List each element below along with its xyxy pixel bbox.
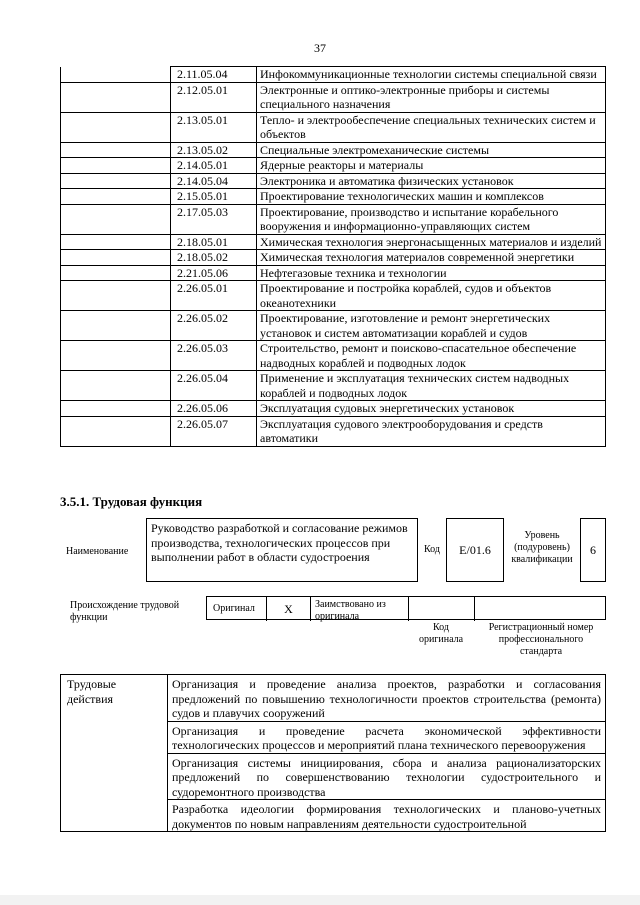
specialty-name: Применение и эксплуатация технических систем надводных кораблей и подводных лодок	[257, 371, 606, 401]
specialty-code: 2.11.05.04	[171, 67, 257, 83]
origin-row	[206, 596, 606, 620]
table-row	[61, 189, 606, 205]
specialty-name: Проектирование, производство и испытание корабельного вооружения и информационно-управляющих систем	[257, 204, 606, 234]
labor-actions-table-body	[61, 675, 606, 832]
registration-number-caption: Регистрационный номер профессионального стандарта	[488, 622, 594, 657]
specialties-table	[60, 66, 606, 447]
specialty-name: Эксплуатация судового электрооборудования и средств автоматики	[257, 416, 606, 446]
specialty-name: Строительство, ремонт и поисково-спасательное обеспечение надводных кораблей и подводных лодок	[257, 341, 606, 371]
labor-action-item: Организация и проведение анализа проектов, разработки и согласования предложений по повышению технологичности проектов строительства (ремонта) судов и плавучих сооружений	[168, 675, 606, 722]
table-row	[61, 675, 606, 722]
blank-cell	[61, 265, 171, 281]
qualification-level-label: Уровень (подуровень) квалификации	[511, 530, 573, 565]
borrowed-label: Заимствовано из оригинала	[311, 597, 409, 621]
specialty-code: 2.21.05.06	[171, 265, 257, 281]
blank-cell	[61, 173, 171, 189]
blank-cell	[61, 311, 171, 341]
specialty-code: 2.13.05.01	[171, 112, 257, 142]
specialty-name: Химическая технология энергонасыщенных материалов и изделий	[257, 234, 606, 250]
original-code-caption: Код оригинала	[418, 622, 464, 645]
specialty-name: Эксплуатация судовых энергетических установок	[257, 401, 606, 417]
specialty-code: 2.26.05.02	[171, 311, 257, 341]
blank-cell	[61, 189, 171, 205]
table-row	[61, 67, 606, 83]
specialty-name: Электронные и оптико-электронные приборы и системы специального назначения	[257, 82, 606, 112]
blank-cell	[61, 416, 171, 446]
specialties-table-body	[61, 67, 606, 447]
specialty-name: Инфокоммуникационные технологии системы специальной связи	[257, 67, 606, 83]
blank-cell	[61, 281, 171, 311]
table-row	[61, 265, 606, 281]
table-row	[61, 311, 606, 341]
specialty-code: 2.26.05.03	[171, 341, 257, 371]
blank-cell	[61, 142, 171, 158]
labor-actions-label: Трудовые действия	[61, 675, 168, 832]
labor-action-item: Организация системы инициирования, сбора и анализа рационализаторских предложений по совершенствованию технологии судостроительного и судоремонтного производства	[168, 753, 606, 800]
function-name-field: Руководство разработкой и согласование режимов производства, технологических процессов при выполнении работ в области судостроения	[146, 518, 418, 582]
table-row	[61, 371, 606, 401]
origin-label: Происхождение трудовой функции	[70, 600, 180, 623]
code-label: Код	[424, 544, 440, 555]
blank-cell	[61, 112, 171, 142]
specialty-code: 2.14.05.04	[171, 173, 257, 189]
blank-cell	[61, 82, 171, 112]
blank-cell	[61, 158, 171, 174]
labor-action-item: Организация и проведение расчета экономической эффективности технологических процессов и мероприятий плана технического перевооружения	[168, 721, 606, 753]
table-row	[61, 250, 606, 266]
specialty-code: 2.13.05.02	[171, 142, 257, 158]
specialty-code: 2.26.05.01	[171, 281, 257, 311]
specialty-code: 2.26.05.06	[171, 401, 257, 417]
table-row	[61, 234, 606, 250]
specialty-code: 2.17.05.03	[171, 204, 257, 234]
function-code-field: E/01.6	[446, 518, 504, 582]
page-number: 37	[314, 41, 326, 55]
table-row	[61, 158, 606, 174]
section-heading: 3.5.1. Трудовая функция	[60, 494, 203, 509]
table-row	[61, 281, 606, 311]
page-bottom-edge	[0, 895, 640, 905]
original-label: Оригинал	[207, 597, 267, 621]
specialty-code: 2.18.05.01	[171, 234, 257, 250]
blank-cell	[61, 371, 171, 401]
table-row	[61, 416, 606, 446]
name-label: Наименование	[66, 546, 129, 557]
specialty-name: Проектирование, изготовление и ремонт энергетических установок и систем автоматизации кораблей и судов	[257, 311, 606, 341]
blank-cell	[61, 234, 171, 250]
specialty-name: Проектирование технологических машин и комплексов	[257, 189, 606, 205]
labor-actions-table	[60, 674, 606, 832]
blank-cell	[61, 67, 171, 83]
table-row	[61, 341, 606, 371]
blank-cell	[61, 204, 171, 234]
specialty-code: 2.18.05.02	[171, 250, 257, 266]
qualification-level-field: 6	[580, 518, 606, 582]
labor-action-item: Разработка идеологии формирования технологических и планово-учетных документов по новым направлениям деятельности судостроительной	[168, 800, 606, 832]
specialty-code: 2.26.05.07	[171, 416, 257, 446]
origin-code-cell	[409, 597, 475, 621]
specialty-name: Ядерные реакторы и материалы	[257, 158, 606, 174]
registration-number-cell	[475, 597, 607, 621]
blank-cell	[61, 401, 171, 417]
original-mark: X	[267, 597, 311, 621]
table-row	[61, 82, 606, 112]
blank-cell	[61, 341, 171, 371]
specialty-name: Проектирование и постройка кораблей, судов и объектов океанотехники	[257, 281, 606, 311]
specialty-name: Нефтегазовые техника и технологии	[257, 265, 606, 281]
specialty-code: 2.26.05.04	[171, 371, 257, 401]
table-row	[61, 204, 606, 234]
specialty-name: Тепло- и электрообеспечение специальных технических систем и объектов	[257, 112, 606, 142]
blank-cell	[61, 250, 171, 266]
specialty-name: Электроника и автоматика физических установок	[257, 173, 606, 189]
specialty-name: Химическая технология материалов современной энергетики	[257, 250, 606, 266]
table-row	[61, 401, 606, 417]
table-row	[61, 142, 606, 158]
specialty-name: Специальные электромеханические системы	[257, 142, 606, 158]
table-row	[61, 112, 606, 142]
specialty-code: 2.14.05.01	[171, 158, 257, 174]
specialty-code: 2.12.05.01	[171, 82, 257, 112]
table-row	[61, 173, 606, 189]
specialty-code: 2.15.05.01	[171, 189, 257, 205]
